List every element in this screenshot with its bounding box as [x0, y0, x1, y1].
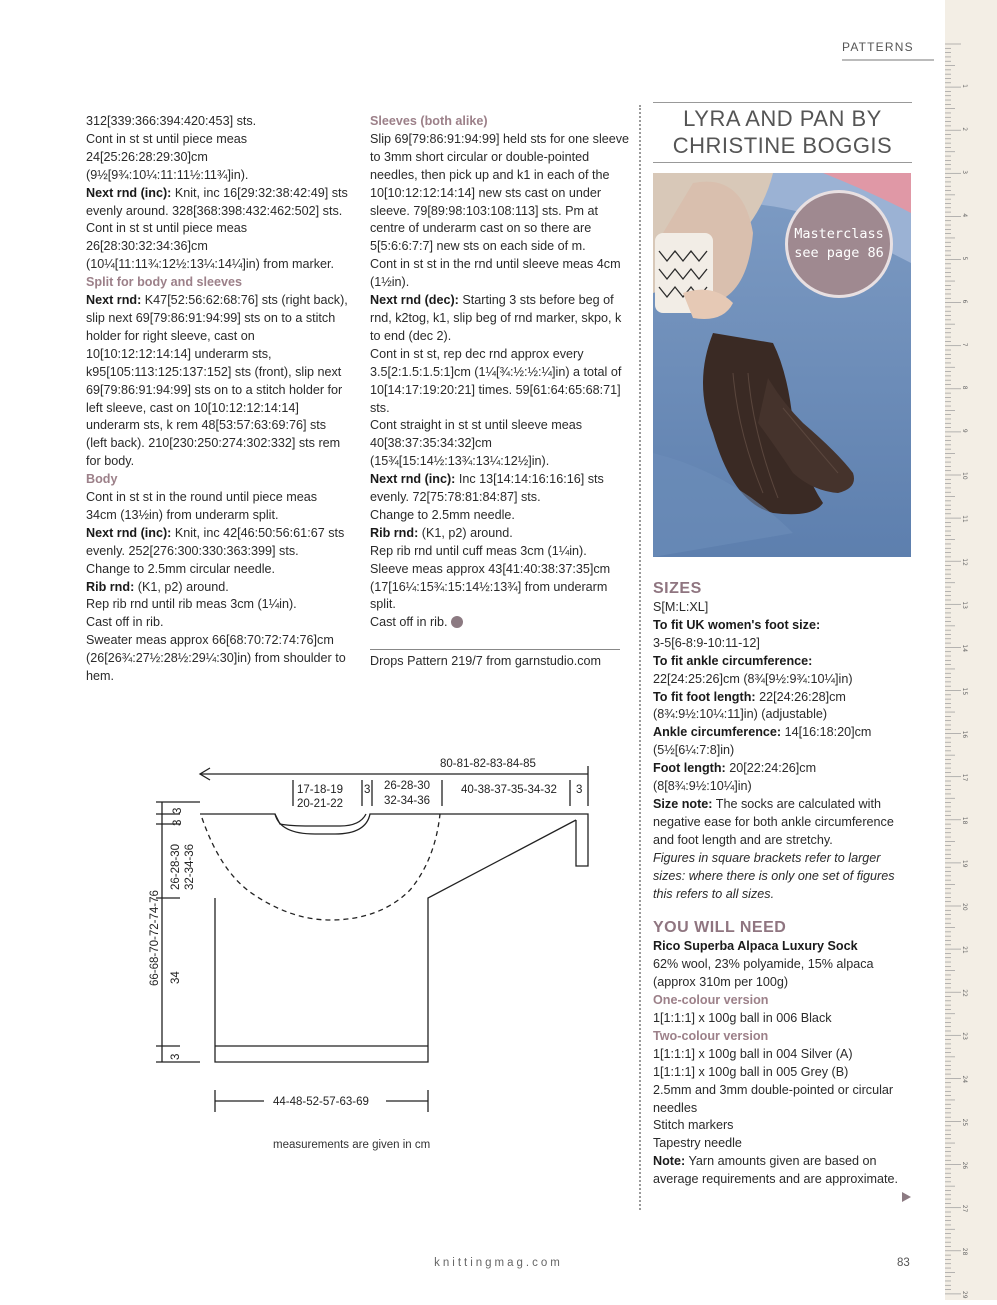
ruler-label: 11 [961, 515, 968, 523]
bold-term: Ankle circumference: [653, 725, 782, 740]
text: Figures in square brackets refer to larger sizes: where there is only one set of figures this refers to all sizes. [653, 850, 895, 901]
ruler-label: 1 [961, 84, 968, 88]
text: Cont straight in st st until sleeve meas 40[38:37:35:34:32]cm (15¾[15:14½:13¾:13¼:12½]in). [370, 418, 583, 469]
ruler-label: 13 [961, 601, 968, 609]
text: 20[22:24:26]cm (8[8¾:9½:10¼]in) [653, 761, 817, 794]
bold-term: Rib rnd: [370, 525, 419, 540]
end-mark-icon [451, 616, 463, 628]
text: Cont in st st until piece meas 24[25:26:28:29:30]cm (9½[9¾:10¼:11:11½:11¾]in). [86, 131, 249, 182]
title-line: LYRA AND PAN BY [683, 106, 882, 131]
text: (K1, p2) around. [418, 525, 513, 540]
text [86, 579, 348, 597]
ruler-label: 24 [961, 1075, 968, 1084]
subheading: Two-colour version [653, 1028, 769, 1043]
text [653, 653, 911, 671]
ruler-label: 14 [961, 644, 968, 653]
ruler-label: 15 [961, 687, 968, 696]
ruler-label: 3 [961, 170, 968, 175]
text: Yarn amounts given are based on average requirements and are approximate. [653, 1154, 899, 1187]
text [653, 938, 911, 956]
bold-term: To fit foot length: [653, 689, 756, 704]
footer-site[interactable]: knittingmag.com [434, 1257, 563, 1269]
text: (K1, p2) around. [134, 579, 229, 594]
text: Cont in st st until piece meas 26[28:30:32:34:36]cm (10¼[11:11¾:12½:13¼:14¼]in) from marker. [86, 221, 335, 272]
text: 22[24:25:26]cm (8¾[9½:9¾:10¼]in) [653, 671, 853, 686]
dimension-label: 3 [170, 1053, 182, 1060]
text: Cast off in rib. [370, 615, 448, 630]
text: Rep rib rnd until rib meas 3cm (1¼in). [86, 597, 297, 612]
subheading: Split for body and sleeves [86, 275, 243, 290]
badge-line: see page 86 [794, 245, 884, 261]
ruler-label: 26 [961, 1161, 968, 1170]
text: Stitch markers [653, 1118, 734, 1133]
dimension-label: 66-68-70-72-74-76 [149, 890, 161, 986]
text: 1[1:1:1] x 100g ball in 004 Silver (A) [653, 1046, 853, 1061]
badge-line: Masterclass [794, 226, 884, 242]
page-number: 83 [897, 1257, 910, 1269]
ruler-label: 5 [961, 256, 968, 261]
text: 1[1:1:1] x 100g ball in 006 Black [653, 1011, 832, 1026]
dimension-label: 26-28-30 [170, 843, 182, 890]
text [653, 796, 911, 850]
bold-term: Note: [653, 1154, 686, 1169]
measuring-ruler [945, 0, 997, 1300]
pattern-title [653, 102, 912, 163]
text: The socks are calculated with negative ease for both ankle circumference and foot length and are stretchy. [653, 796, 894, 847]
text [370, 292, 632, 346]
pattern-column-2 [370, 113, 632, 632]
dimension-label: 34 [170, 971, 182, 984]
column-divider [639, 105, 641, 1210]
bold-term: Next rnd: [86, 293, 142, 308]
text: 3-5[6-8:9-10:11-12] [653, 635, 760, 650]
title-line: CHRISTINE BOGGIS [672, 133, 893, 158]
bold-term: Next rnd (dec): [370, 293, 459, 308]
dimension-label: 26-28-30 [384, 780, 431, 792]
ruler-label: 22 [961, 989, 968, 997]
ruler-label: 4 [961, 213, 968, 218]
dimension-label: 20-21-22 [297, 798, 344, 810]
sweater-schematic [140, 750, 600, 1135]
ruler-label: 7 [961, 342, 968, 347]
text: Tapestry needle [653, 1136, 742, 1151]
text: 22[24:26:28]cm (8¾:9½:10¼:11]in) (adjustable) [653, 689, 846, 722]
ruler-label: 2 [961, 127, 968, 132]
ruler-label: 27 [961, 1204, 968, 1213]
text [653, 724, 911, 760]
ruler-label: 6 [961, 299, 968, 304]
text [86, 525, 348, 561]
text: Change to 2.5mm circular needle. [86, 561, 276, 576]
text: Inc 13[14:14:16:16:16] sts evenly. 72[75:78:81:84:87] sts. [370, 472, 604, 505]
ruler-label: 10 [961, 472, 968, 480]
ruler-label: 28 [961, 1247, 968, 1256]
ruler-label: 17 [961, 773, 968, 782]
dimension-label: 44-48-52-57-63-69 [273, 1096, 369, 1108]
text: Rep rib rnd until cuff meas 3cm (1¼in). [370, 543, 587, 558]
masterclass-badge[interactable] [785, 190, 893, 298]
next-page-arrow-icon[interactable] [902, 1192, 911, 1202]
text: 1[1:1:1] x 100g ball in 005 Grey (B) [653, 1064, 849, 1079]
text: Knit, inc 42[46:50:56:61:67 sts evenly. 252[276:300:330:363:399] sts. [86, 525, 345, 558]
ruler-label: 25 [961, 1118, 968, 1127]
sizes-heading: SIZES [653, 580, 702, 597]
subheading: Sleeves (both alike) [370, 114, 488, 128]
text: Starting 3 sts before beg of rnd, k2tog, k1, slip beg of rnd marker, skpo, k to end (dec 2). [370, 293, 622, 343]
you-will-need-heading: YOU WILL NEED [653, 919, 787, 937]
ruler-label: 29 [961, 1290, 968, 1299]
text: Sleeve meas approx 43[41:40:38:37:35]cm (17[16¼:15¾:15:14½:13¾] from underarm split. [370, 561, 611, 612]
text [370, 471, 632, 507]
bold-term: To fit UK women's foot size: [653, 617, 821, 632]
bold-term: Next rnd (inc): [370, 472, 456, 487]
dimension-label: 40-38-37-35-34-32 [461, 784, 557, 796]
ruler-label: 18 [961, 816, 968, 825]
pattern-column-1 [86, 113, 348, 686]
text: Sweater meas approx 66[68:70:72:74:76]cm (26[26¾:27½:28½:29¼:30]in) from shoulder to hem. [86, 633, 346, 684]
ruler-label: 16 [961, 730, 968, 739]
subheading: Body [86, 472, 118, 487]
ruler-label: 9 [961, 428, 968, 433]
text: Change to 2.5mm needle. [370, 507, 515, 522]
text [86, 185, 348, 221]
ruler-label: 12 [961, 558, 968, 566]
dimension-label: 3 [172, 819, 184, 826]
text: K47[52:56:62:68:76] sts (right back), slip next 69[79:86:91:94:99] sts on to a stitch holder for right sleeve, cast on 10[10:12:12:14:14] underarm sts, k95[105:113:125:137:152] sts (front), slip next 69[79:86:91:94:99] sts on to a stitch holder for left sleeve, cast on 10[10:12:12:14:14] underarm sts, k rem 48[53:57:63:69:76] sts (left back). 210[230:250:274:302:332] sts rem for body. [86, 293, 348, 469]
credit: Drops Pattern 219/7 from garnstudio.com [370, 654, 601, 668]
ruler-label: 21 [961, 946, 968, 954]
text: S[M:L:XL] [653, 600, 709, 614]
section-tag: PATTERNS [842, 40, 934, 61]
dimension-label: 32-34-36 [184, 843, 196, 890]
bold-term: Next rnd (inc): [86, 185, 172, 200]
dimension-label: 3 [364, 784, 371, 796]
bold-term: Rib rnd: [86, 579, 135, 594]
ruler-label: 19 [961, 859, 968, 868]
text: Cont in st st in the round until piece meas 34cm (13½in) from underarm split. [86, 490, 318, 522]
text [653, 760, 911, 796]
text: 2.5mm and 3mm double-pointed or circular needles [653, 1082, 894, 1115]
dimension-label: 17-18-19 [297, 784, 344, 796]
ruler-label: 8 [961, 385, 968, 390]
text [86, 292, 348, 471]
text: Cont in st st in the rnd until sleeve meas 4cm (1½in). [370, 257, 621, 290]
text: Slip 69[79:86:91:94:99] held sts for one sleeve to 3mm short circular or double-pointed needles, then pick up and k1 in each of the 10[10:12:12:14:14] new sts cast on under sleeve. 79[89:98:103:108:113] sts. Pm at centre of underarm cast on so there are 5[5:6:6:7:7] new sts on each side of m. [370, 131, 630, 254]
bold-term: Rico Superba Alpaca Luxury Sock [653, 939, 858, 954]
bold-term: Next rnd (inc): [86, 525, 172, 540]
text: Cast off in rib. [86, 615, 164, 630]
text: Cont in st st, rep dec rnd approx every 3.5[2:1.5:1.5:1]cm (1¼[¾:½:½:¼]in) a total of 10[14:17:19:20:21] times. 59[61:64:65:68:71] sts. [370, 346, 622, 415]
dimension-label: 32-34-36 [384, 795, 431, 807]
subheading: One-colour version [653, 993, 769, 1008]
text [653, 617, 911, 635]
diagram-caption: measurements are given in cm [273, 1139, 431, 1151]
bold-term: To fit ankle circumference: [653, 653, 813, 668]
bold-term: Foot length: [653, 761, 726, 776]
ruler-label: 20 [961, 903, 968, 911]
materials-column [653, 578, 911, 1189]
divider [370, 649, 620, 650]
text: 14[16:18:20]cm (5½[6¼:7:8]in) [653, 725, 872, 758]
dimension-label: 80-81-82-83-84-85 [440, 758, 536, 770]
text: 62% wool, 23% polyamide, 15% alpaca (approx 310m per 100g) [653, 957, 874, 990]
text [653, 689, 911, 725]
text [370, 614, 632, 632]
bold-term: Size note: [653, 796, 713, 811]
ruler-label: 23 [961, 1032, 968, 1040]
text [653, 1153, 911, 1189]
text [370, 525, 632, 543]
dimension-label: 3 [576, 784, 583, 796]
text: Knit, inc 16[29:32:38:42:49] sts evenly around. 328[368:398:432:462:502] sts. [86, 185, 348, 218]
dimension-label: 3 [172, 807, 184, 814]
text: 312[339:366:394:420:453] sts. [86, 114, 257, 128]
